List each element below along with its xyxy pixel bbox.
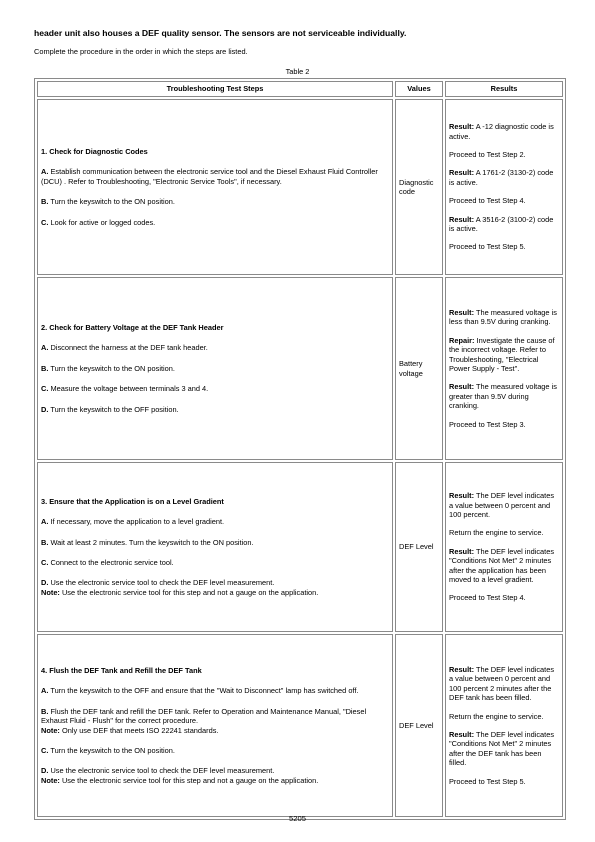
substep-text: Measure the voltage between terminals 3 and 4. (48, 384, 209, 394)
results-cell (445, 99, 563, 275)
substep (41, 197, 389, 206)
note-label: Note: (41, 725, 60, 735)
result-entry (449, 215, 559, 234)
result-text: Investigate the cause of the incorrect voltage. Refer to Troubleshooting, "Electrical Power Supply - Test". (449, 335, 555, 373)
result-entry (449, 382, 559, 410)
step-title: 3. Ensure that the Application is on a Level Gradient (41, 496, 224, 506)
result-entry (449, 491, 559, 519)
substep (41, 766, 389, 785)
test-steps-cell (37, 634, 393, 817)
substep (41, 558, 389, 567)
substep-text: Disconnect the harness at the DEF tank header. (48, 343, 208, 353)
result-text: Return the engine to service. (449, 528, 544, 538)
note-label: Note: (41, 587, 60, 597)
result-entry (449, 336, 559, 374)
table-header-row (37, 81, 563, 97)
note-label: Note: (41, 775, 60, 785)
substep (41, 707, 389, 735)
result-entry (449, 593, 559, 602)
result-text: Proceed to Test Step 5. (449, 242, 526, 252)
result-entry (449, 242, 559, 251)
result-text: Proceed to Test Step 5. (449, 776, 526, 786)
substep-text: Connect to the electronic service tool. (48, 558, 174, 567)
result-label: Result: (449, 168, 475, 178)
result-entry (449, 665, 559, 703)
test-steps-cell (37, 99, 393, 275)
result-entry (449, 122, 559, 141)
substep (41, 364, 389, 373)
substep-label: A. (41, 517, 49, 527)
header-steps: Troubleshooting Test Steps (37, 81, 393, 97)
test-steps-cell (37, 462, 393, 632)
substep-text: Turn the keyswitch to the OFF position. (48, 404, 179, 414)
substep-text: Flush the DEF tank and refill the DEF tank. Refer to Operation and Maintenance Manual, "Diesel Exhaust Fluid - Flush" for the correct procedure. (41, 706, 367, 726)
substep-label: D. (41, 766, 49, 776)
substep-text: Wait at least 2 minutes. Turn the keyswitch to the ON position. (48, 537, 254, 547)
result-entry (449, 547, 559, 585)
substep-text: Turn the keyswitch to the OFF and ensure that the "Wait to Disconnect" lamp has switched off. (48, 686, 359, 696)
result-label: Result: (449, 382, 475, 392)
note-text: Only use DEF that meets ISO 22241 standards. (59, 725, 219, 735)
result-label: Result: (449, 730, 475, 739)
note-text: Use the electronic service tool for this step and not a gauge on the application. (59, 587, 319, 597)
table-row (37, 462, 563, 632)
result-text: The DEF level indicates "Conditions Not Met" 2 minutes after the application has been moved to a level gradient. (449, 546, 555, 585)
substep (41, 578, 389, 597)
result-text: A 1761-2 (3130-2) code is active. (449, 168, 554, 187)
result-entry (449, 168, 559, 187)
result-entry (449, 420, 559, 429)
result-label: Result: (449, 307, 475, 317)
substep-label: A. (41, 167, 49, 177)
header-values: Values (395, 81, 443, 97)
result-text: Proceed to Test Step 4. (449, 196, 526, 206)
result-text: The DEF level indicates a value between 0 percent and 100 percent 2 minutes after the DEF tank has been filled. (449, 664, 555, 703)
substep-text: Use the electronic service tool to check the DEF level measurement. (48, 766, 275, 776)
substep-label: C. (41, 745, 49, 755)
substep-label: C. (41, 558, 49, 567)
value-cell: Diagnostic code (395, 99, 443, 275)
result-entry (449, 777, 559, 786)
substep-text: Turn the keyswitch to the ON position. (48, 197, 175, 207)
substep-label: B. (41, 537, 49, 547)
result-entry (449, 150, 559, 159)
result-entry (449, 196, 559, 205)
substep-label: D. (41, 404, 49, 414)
substep-text: Establish communication between the electronic service tool and the Diesel Exhaust Fluid Controller (DCU) . Refer to Troubleshooting, "Electronic Service Tools", if necessary. (41, 167, 378, 186)
results-cell (445, 277, 563, 460)
substep (41, 538, 389, 547)
result-text: The measured voltage is less than 9.5V during cranking. (449, 307, 557, 327)
header-results: Results (445, 81, 563, 97)
substep (41, 686, 389, 695)
value-cell: DEF Level (395, 462, 443, 632)
result-label: Result: (449, 546, 475, 556)
substep-label: A. (41, 343, 49, 353)
page-number: 5205 (289, 814, 306, 823)
result-label: Repair: (449, 335, 475, 345)
substep-text: Use the electronic service tool to check the DEF level measurement. (48, 578, 275, 588)
troubleshooting-table (34, 78, 566, 820)
substep-label: B. (41, 197, 49, 207)
substep (41, 218, 389, 227)
result-text: Proceed to Test Step 3. (449, 419, 526, 429)
substep-note (41, 776, 389, 785)
result-label: Result: (449, 214, 475, 224)
note-text: Use the electronic service tool for this step and not a gauge on the application. (59, 775, 319, 785)
step-title: 4. Flush the DEF Tank and Refill the DEF Tank (41, 665, 202, 675)
result-text: The DEF level indicates a value between 0 percent and 100 percent. (449, 491, 555, 519)
substep (41, 384, 389, 393)
result-label: Result: (449, 491, 475, 501)
substep-note (41, 726, 389, 735)
substep-text: Look for active or logged codes. (48, 217, 156, 227)
result-text: Proceed to Test Step 4. (449, 593, 526, 603)
result-text: A -12 diagnostic code is active. (449, 122, 554, 141)
substep (41, 405, 389, 414)
results-cell (445, 634, 563, 817)
substep-label: C. (41, 217, 49, 227)
result-text: A 3516-2 (3100-2) code is active. (449, 214, 554, 234)
substep-text: If necessary, move the application to a level gradient. (48, 517, 225, 527)
result-text: Return the engine to service. (449, 711, 544, 721)
value-cell: Battery voltage (395, 277, 443, 460)
substep-text: Turn the keyswitch to the ON position. (48, 745, 175, 755)
substep-label: B. (41, 706, 49, 716)
substep-note (41, 588, 389, 597)
substep (41, 343, 389, 352)
substep (41, 167, 389, 186)
result-entry (449, 308, 559, 327)
substep-text: Turn the keyswitch to the ON position. (48, 363, 175, 373)
substep-label: B. (41, 363, 49, 373)
table-caption: Table 2 (285, 67, 310, 76)
result-label: Result: (449, 664, 475, 674)
substep-label: D. (41, 578, 49, 588)
table-row (37, 634, 563, 817)
step-title: 2. Check for Battery Voltage at the DEF Tank Header (41, 322, 224, 332)
result-text: The DEF level indicates "Conditions Not Met" 2 minutes after the DEF tank has been filled. (449, 730, 555, 768)
result-label: Result: (449, 122, 475, 132)
result-entry (449, 730, 559, 768)
result-entry (449, 712, 559, 721)
result-entry (449, 528, 559, 537)
table-row (37, 277, 563, 460)
substep-label: A. (41, 686, 49, 696)
result-text: The measured voltage is greater than 9.5V during cranking. (449, 382, 557, 411)
substep (41, 746, 389, 755)
test-steps-cell (37, 277, 393, 460)
result-text: Proceed to Test Step 2. (449, 149, 526, 159)
results-cell (445, 462, 563, 632)
substep-label: C. (41, 384, 49, 394)
intro-text: header unit also houses a DEF quality sensor. The sensors are not serviceable individually. (34, 28, 407, 38)
substep (41, 517, 389, 526)
value-cell: DEF Level (395, 634, 443, 817)
table-row (37, 99, 563, 275)
step-title: 1. Check for Diagnostic Codes (41, 146, 148, 156)
instruction-text: Complete the procedure in the order in which the steps are listed. (34, 47, 248, 56)
